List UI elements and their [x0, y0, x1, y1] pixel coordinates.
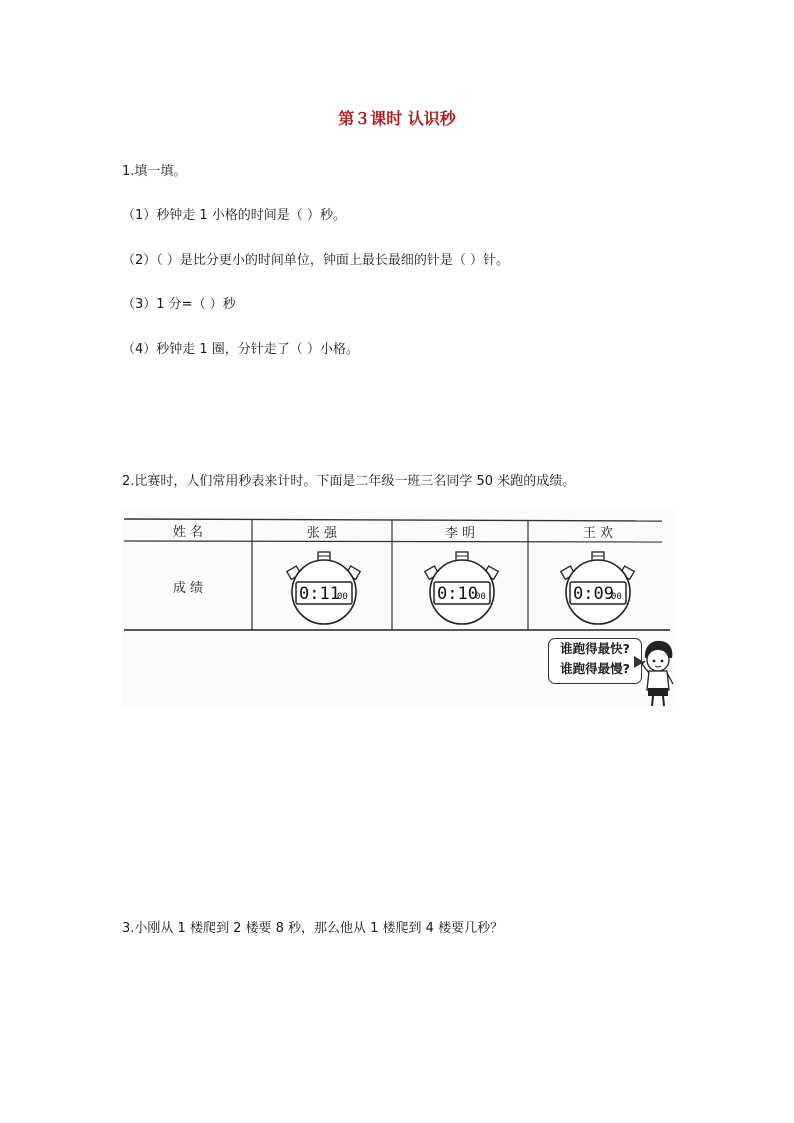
stopwatch-time-2: 0:10 [437, 584, 478, 604]
q3-heading: 3.小刚从 1 楼爬到 2 楼要 8 秒，那么他从 1 楼爬到 4 楼要几秒？ [122, 921, 504, 936]
stopwatch-time-1: 0:11 [299, 584, 340, 604]
q2-heading: 2.比赛时，人们常用秒表来计时。下面是二年级一班三名同学 50 米跑的成绩。 [122, 474, 576, 489]
speech-bubble-tail [634, 656, 644, 668]
name-header: 姓 名 [172, 525, 204, 540]
q1-item-1: （1）秒钟走 1 小格的时间是（ ）秒。 [122, 208, 346, 223]
q1-item-3: （3）1 分=（ ）秒 [122, 297, 236, 312]
q1-heading: 1.填一填。 [122, 164, 187, 179]
bubble-line-1: 谁跑得最快? [560, 641, 630, 656]
q1-item-4: （4）秒钟走 1 圈，分针走了（ ）小格。 [122, 342, 359, 357]
page-title: 第３课时 认识秒 [338, 109, 456, 128]
stopwatch-time-3: 0:09 [573, 584, 614, 604]
score-header: 成 绩 [172, 581, 204, 596]
stopwatch-hundredths-3: 00 [611, 592, 622, 602]
student-name-2: 李 明 [444, 526, 476, 541]
speech-bubble [548, 638, 642, 684]
stopwatch-hundredths-2: 00 [475, 592, 486, 602]
student-name-1: 张 强 [306, 526, 338, 541]
q1-item-2: （2）（ ）是比分更小的时间单位，钟面上最长最细的针是（ ）针。 [122, 253, 510, 268]
student-name-3: 王 欢 [582, 526, 614, 541]
stopwatch-hundredths-1: 00 [337, 592, 348, 602]
bubble-line-2: 谁跑得最慢? [560, 661, 630, 676]
